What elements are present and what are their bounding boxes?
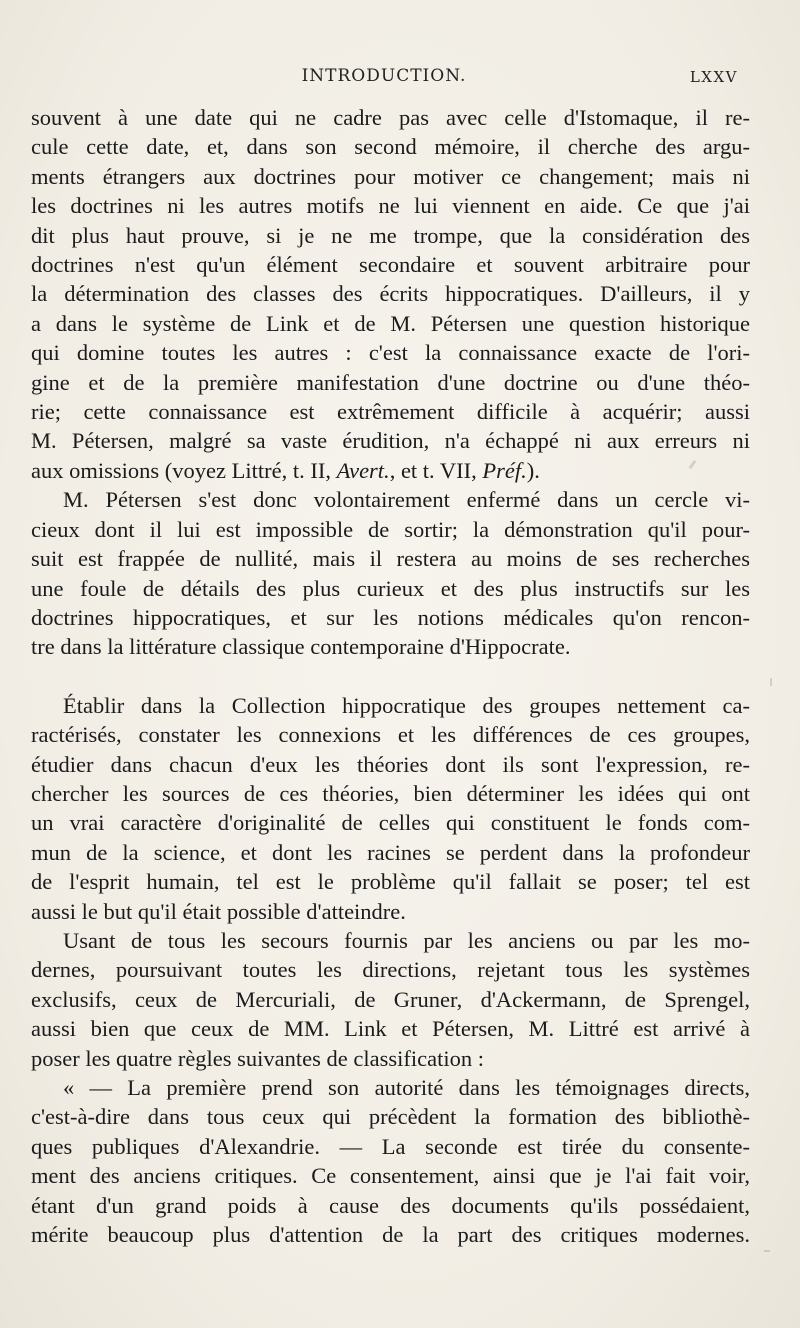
text-line: ractérisés, constater les connexions et les différences de ces groupes,: [31, 722, 750, 748]
paragraph-5-quotation: [31, 1073, 750, 1249]
text-line: suit est frappée de nullité, mais il restera au moins de ses recherches: [31, 546, 750, 572]
text-line: a dans le système de Link et de M. Pétersen une question historique: [31, 310, 750, 336]
text-line: dit plus haut prouve, si je ne me trompe, que la considération des: [31, 222, 750, 248]
running-title: INTRODUCTION.: [301, 66, 467, 86]
text-line: M. Pétersen s'est donc volontairement enfermé dans un cercle vi-: [63, 487, 750, 513]
paragraph-1: [31, 103, 750, 485]
paragraph-2: [31, 485, 750, 661]
text-line: étant d'un grand poids à cause des documents qu'ils possédaient,: [31, 1192, 750, 1218]
citation-pref: Préf.: [482, 457, 527, 483]
text-line-with-citation: [31, 456, 750, 485]
text-line: un vrai caractère d'originalité de celles qui constituent le fonds com-: [31, 810, 750, 836]
page-number: LXXV: [689, 68, 738, 86]
citation-text: aux omissions (voyez Littré, t. II,: [31, 457, 337, 483]
citation-text: , et t. VII,: [389, 457, 483, 483]
text-line: rie; cette connaissance est extrêmement difficile à acquérir; aussi: [31, 399, 750, 425]
text-line: dernes, poursuivant toutes les directions, rejetant tous les systèmes: [31, 957, 750, 983]
text-line: Usant de tous les secours fournis par les anciens ou par les mo-: [63, 927, 750, 953]
paper-speck: [770, 678, 772, 686]
text-line: tre dans la littérature classique contemporaine d'Hippocrate.: [31, 634, 571, 660]
text-line: chercher les sources de ces théories, bien déterminer les idées qui ont: [31, 780, 750, 806]
text-line: ments étrangers aux doctrines pour motiver ce changement; mais ni: [31, 163, 750, 189]
text-line: la détermination des classes des écrits hippocratiques. D'ailleurs, il y: [31, 281, 750, 307]
paragraph-3: [31, 691, 750, 926]
text-line: cule cette date, et, dans son second mémoire, il cherche des argu-: [31, 134, 750, 160]
text-line: ment des anciens critiques. Ce consentement, ainsi que je l'ai fait voir,: [31, 1163, 750, 1189]
text-line: de l'esprit humain, tel est le problème qu'il fallait se poser; tel est: [31, 869, 750, 895]
paragraph-4: [31, 926, 750, 1073]
text-line: gine et de la première manifestation d'une doctrine ou d'une théo-: [31, 369, 750, 395]
citation-avert: Avert.: [336, 457, 390, 483]
text-line: les doctrines ni les autres motifs ne lui viennent en aide. Ce que j'ai: [31, 193, 750, 219]
text-line: poser les quatre règles suivantes de classification :: [31, 1045, 484, 1071]
text-line: doctrines hippocratiques, et sur les notions médicales qu'on rencon-: [31, 604, 750, 630]
paper-speck: [764, 1250, 770, 1252]
text-line: c'est-à-dire dans tous ceux qui précèdent la formation des bibliothè-: [31, 1104, 750, 1130]
body-text: [31, 103, 750, 1249]
citation-text: ).: [526, 457, 540, 483]
text-line: M. Pétersen, malgré sa vaste érudition, n'a échappé ni aux erreurs ni: [31, 428, 750, 454]
text-line: exclusifs, ceux de Mercuriali, de Gruner, d'Ackermann, de Sprengel,: [31, 986, 750, 1012]
text-line: aussi bien que ceux de MM. Link et Pétersen, M. Littré est arrivé à: [31, 1016, 750, 1042]
text-line: mun de la science, et dont les racines se perdent dans la profondeur: [31, 839, 750, 865]
text-line: aussi le but qu'il était possible d'atteindre.: [31, 898, 406, 924]
text-line: cieux dont il lui est impossible de sortir; la démonstration qu'il pour-: [31, 516, 750, 542]
text-line: souvent à une date qui ne cadre pas avec celle d'Istomaque, il re-: [31, 105, 750, 130]
page-header: [30, 62, 738, 88]
text-line: « — La première prend son autorité dans les témoignages directs,: [63, 1075, 750, 1100]
text-line: étudier dans chacun d'eux les théories dont ils sont l'expression, re-: [31, 751, 750, 777]
text-line: Établir dans la Collection hippocratique des groupes nettement ca-: [63, 692, 750, 718]
text-line: qui domine toutes les autres : c'est la connaissance exacte de l'ori-: [31, 340, 750, 366]
text-line: doctrines n'est qu'un élément secondaire et souvent arbitraire pour: [31, 252, 750, 278]
text-line: mérite beaucoup plus d'attention de la part des critiques modernes.: [31, 1222, 750, 1248]
text-line: une foule de détails des plus curieux et des plus instructifs sur les: [31, 575, 750, 601]
text-line: ques publiques d'Alexandrie. — La seconde est tirée du consente-: [31, 1133, 750, 1159]
